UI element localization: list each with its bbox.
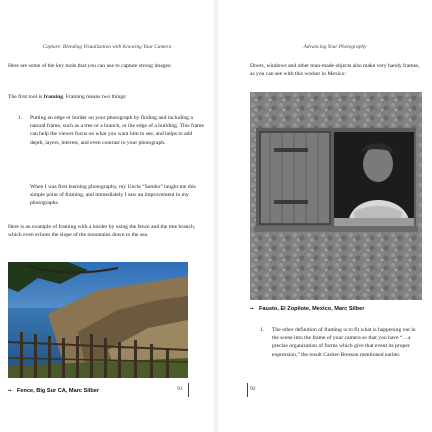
right-running-head: Advancing Your Photography [303, 44, 367, 50]
list-item-2-text: The other definition of framing is to fit what is happening out in the scene into the frame of your camera so that you have “…a precise organization of forms which give that event its proper expression,” the result Cartier-Bresson mentioned earlier. [272, 327, 416, 358]
left-page-number: 91 [177, 386, 183, 392]
window-caption-text: Fausto, El Zopilote, Mexico, Marc Silber [259, 306, 365, 312]
left-folio-rule [188, 383, 189, 397]
first-tool-suffix: . Framing means two things: [63, 94, 127, 100]
framing-term: framing [43, 94, 63, 100]
right-folio-rule [247, 383, 248, 397]
list-item-2-number: 1. [260, 327, 265, 333]
list-item-1-text: Putting an edge or border on your photograph by finding and including a natural frame, such as a tree or a branch, or the edge of a building. This frame can help the viewer focus on what you want him to see, and helps to add depth, layers, interest, and even contrast to your photograph. [30, 115, 205, 146]
fence-caption [8, 388, 99, 394]
first-tool-paragraph [8, 93, 206, 101]
list-item-2 [260, 326, 422, 359]
uncle-text: When I was first learning photography, my Uncle “Sambo” taught me this simple point of framing, and immediately I saw an improvement in my photographs. [30, 184, 196, 207]
first-tool-prefix: The first tool is [8, 94, 44, 100]
first-tool-text [8, 93, 206, 101]
left-running-head: Capture: Blending Visualization with Knowing Your Camera [42, 44, 172, 50]
list-item-1 [18, 114, 204, 147]
doors-text: Doors, windows and other man-made objects also make very handy frames, as you can see with this worker in Mexico: [250, 63, 420, 78]
intro-text: Here are some of the key tools that you can use to capture strong images: [8, 63, 172, 69]
intro-paragraph [8, 62, 206, 70]
left-page [0, 0, 214, 432]
fence-photo-graphic [8, 262, 188, 378]
fence-photo [8, 262, 188, 378]
list-item-1-number: 1. [18, 115, 23, 121]
doors-paragraph [250, 62, 422, 78]
example-text: Here is an example of framing with a border by using the fence and the tree branch, which even echoes the slope of the mountains down to the sea. [8, 224, 196, 239]
fence-caption-text: Fence, Big Sur CA, Marc Silber [17, 388, 100, 394]
right-page [218, 0, 432, 432]
uncle-paragraph [30, 183, 204, 208]
caption-bullet: ▪▪ [8, 388, 12, 394]
window-photo-graphic [250, 92, 422, 300]
window-photo [250, 92, 422, 300]
example-paragraph [8, 223, 206, 239]
caption-bullet: ▪▪ [250, 306, 254, 312]
window-caption [250, 306, 364, 312]
right-page-number: 92 [250, 386, 256, 392]
